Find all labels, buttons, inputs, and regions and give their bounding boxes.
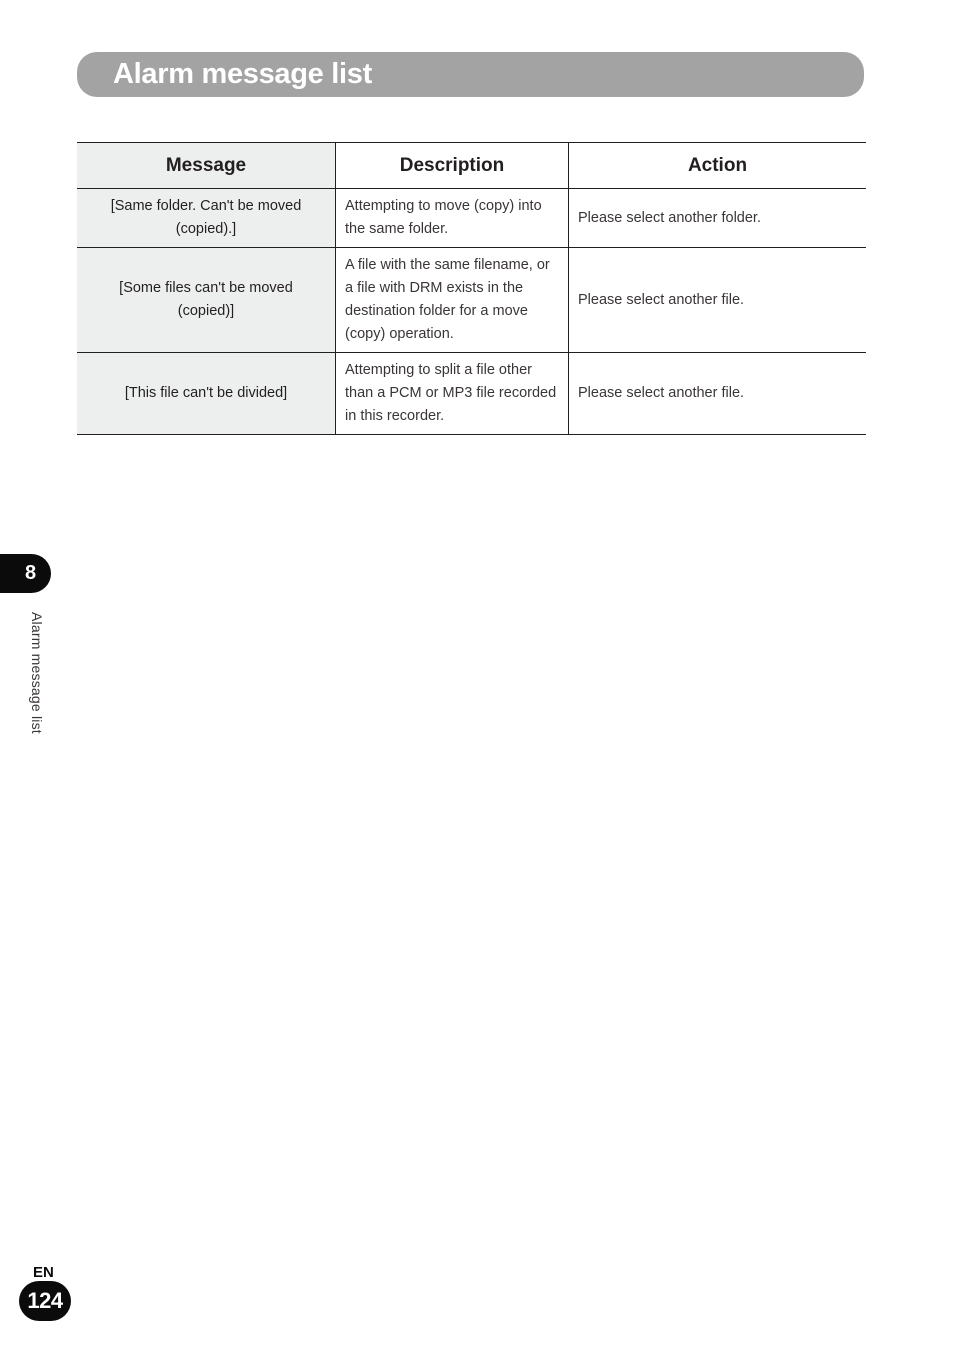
page-number-badge: 124 (19, 1281, 71, 1321)
page-title: Alarm message list (113, 58, 372, 90)
action-cell: Please select another file. (569, 248, 867, 353)
table-header-row (77, 143, 866, 189)
language-label: EN (33, 1264, 54, 1281)
description-cell: Attempting to split a file other than a PCM or MP3 file recorded in this recorder. (336, 353, 569, 435)
chapter-tab: 8 (0, 554, 51, 593)
header-action: Action (569, 143, 867, 189)
description-cell: A file with the same filename, or a file with DRM exists in the destination folder for a move (copy) operation. (336, 248, 569, 353)
message-cell: [Some files can't be moved (copied)] (77, 248, 336, 353)
message-cell: [This file can't be divided] (77, 353, 336, 435)
action-cell: Please select another folder. (569, 189, 867, 248)
table-row (77, 353, 866, 435)
alarm-message-table (77, 142, 866, 435)
message-cell: [Same folder. Can't be moved (copied).] (77, 189, 336, 248)
action-cell: Please select another file. (569, 353, 867, 435)
description-cell: Attempting to move (copy) into the same folder. (336, 189, 569, 248)
header-description: Description (336, 143, 569, 189)
header-message: Message (77, 143, 336, 189)
table-row (77, 248, 866, 353)
table-row (77, 189, 866, 248)
title-bar (77, 52, 864, 97)
side-section-label: Alarm message list (29, 612, 45, 734)
